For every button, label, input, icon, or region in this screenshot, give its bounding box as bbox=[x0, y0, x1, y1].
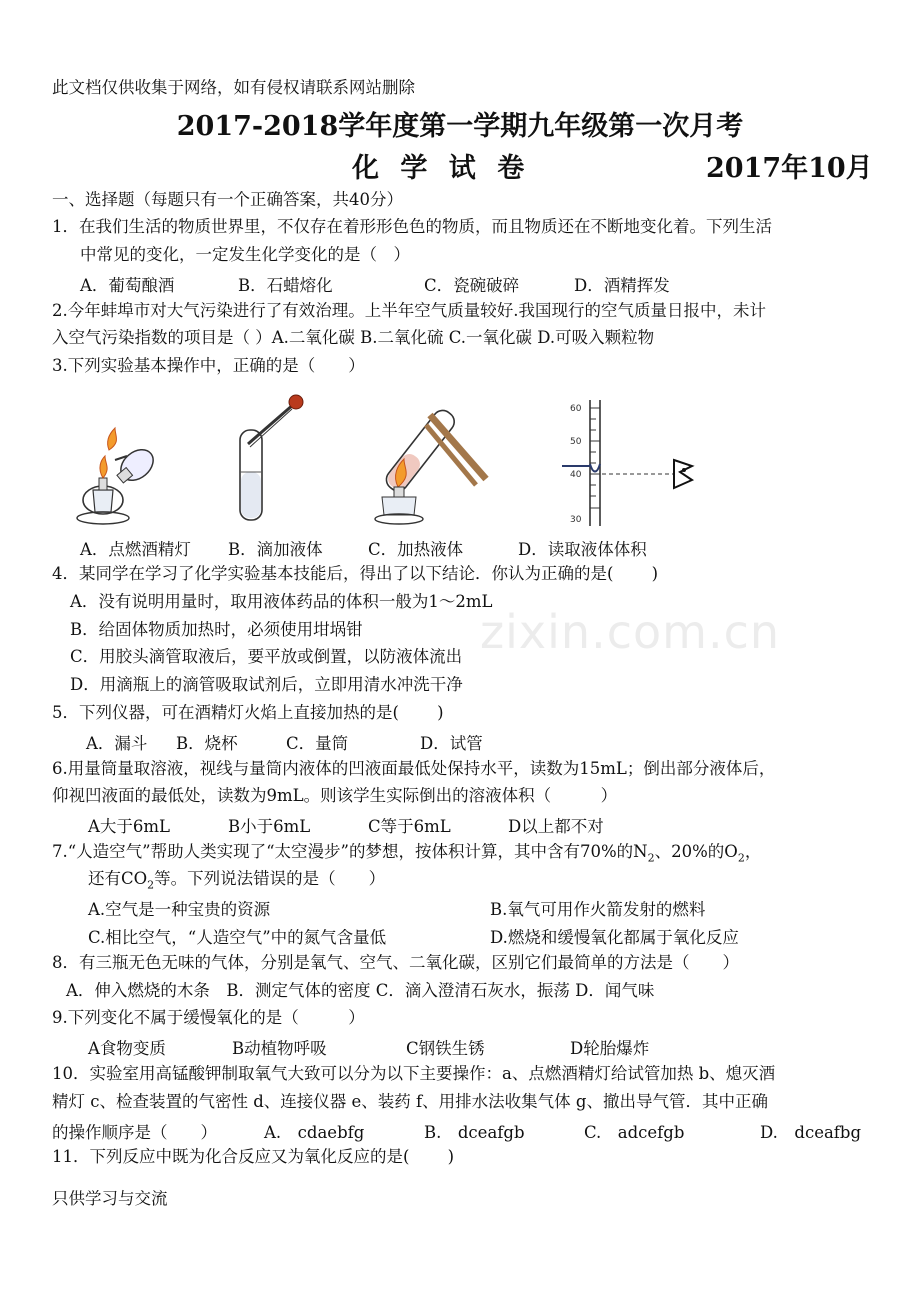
q7-line2: 还有$CO_2$等。下列说法错误的是（ ） bbox=[88, 869, 386, 892]
figure-a-lighting-lamp bbox=[75, 420, 170, 530]
tick-label-40: 40 bbox=[570, 470, 582, 480]
q10-line1: 10．实验室用高锰酸钾制取氧气大致可以分为以下主要操作：a、点燃酒精灯给试管加热 b、熄灭酒 bbox=[52, 1064, 776, 1083]
q6-line1: 6.用量筒量取溶液，视线与量筒内液体的凹液面最低处保持水平，读数为15mL；倒出部分液体后， bbox=[52, 759, 776, 778]
q7-option-c: C.相比空气，“人造空气”中的氮气含量低 bbox=[88, 928, 387, 947]
header-note: 此文档仅供收集于网络，如有侵权请联系网站删除 bbox=[52, 78, 415, 97]
q11-line1: 11．下列反应中既为化合反应又为氧化反应的是( ) bbox=[52, 1147, 455, 1166]
q4-line1: 4．某同学在学习了化学实验基本技能后，得出了以下结论．你认为正确的是( ) bbox=[52, 564, 659, 583]
q10-option-d: D. dceafbg bbox=[760, 1123, 862, 1142]
q5-option-a: A．漏斗 bbox=[86, 734, 148, 753]
page-title: 2017-2018学年度第一学期九年级第一次月考 bbox=[176, 111, 744, 142]
q8-line2: A．伸入燃烧的木条 B．测定气体的密度 C．滴入澄清石灰水，振荡 D．闻气味 bbox=[66, 981, 655, 1000]
q3-option-b: B．滴加液体 bbox=[228, 540, 323, 559]
q9-option-c: C钢铁生锈 bbox=[406, 1039, 485, 1058]
q7-line1: 7.“人造空气”帮助人类实现了“太空漫步”的梦想，按体积计算，其中含有70%的$N_2$、20%的$O_2$， bbox=[52, 842, 762, 865]
q3-option-a: A．点燃酒精灯 bbox=[80, 540, 191, 559]
q10-line3: 的操作顺序是（ ） bbox=[52, 1123, 217, 1142]
q10-option-c: C. adcefgb bbox=[584, 1123, 685, 1142]
q4-option-c: C．用胶头滴管取液后，要平放或倒置，以防液体流出 bbox=[70, 647, 463, 666]
q6-option-c: C等于6mL bbox=[368, 817, 451, 836]
tick-label-30: 30 bbox=[570, 515, 582, 525]
figure-d-graduated-cylinder bbox=[562, 396, 702, 528]
q9-option-b: B动植物呼吸 bbox=[232, 1039, 327, 1058]
q8-line1: 8．有三瓶无色无味的气体，分别是氧气、空气、二氧化碳，区别它们最简单的方法是（ ） bbox=[52, 953, 739, 972]
q2-line2: 入空气污染指数的项目是（ ）A.二氧化碳 B.二氧化硫 C.一氧化碳 D.可吸入颗粒物 bbox=[52, 328, 655, 347]
figure-b-dropper bbox=[228, 392, 308, 532]
q6-option-d: D以上都不对 bbox=[508, 817, 604, 836]
q6-option-a: A大于6mL bbox=[88, 817, 171, 836]
q10-option-a: A. cdaebfg bbox=[264, 1123, 365, 1142]
figure-c-heating-liquid bbox=[368, 397, 498, 527]
q6-line2: 仰视凹液面的最低处，读数为9mL。则该学生实际倒出的溶液体积（ ） bbox=[52, 786, 618, 805]
q3-option-d: D．读取液体体积 bbox=[518, 540, 647, 559]
subtitle: 化 学 试 卷 bbox=[352, 153, 531, 184]
q1-option-d: D．酒精挥发 bbox=[574, 276, 670, 295]
q1-option-c: C．瓷碗破碎 bbox=[424, 276, 520, 295]
q4-option-b: B．给固体物质加热时，必须使用坩埚钳 bbox=[70, 620, 363, 639]
q2-line1: 2.今年蚌埠市对大气污染进行了有效治理。上半年空气质量较好.我国现行的空气质量日报中，未计 bbox=[52, 301, 766, 320]
q7-option-b: B.氧气可用作火箭发射的燃料 bbox=[490, 900, 706, 919]
q6-option-b: B小于6mL bbox=[228, 817, 311, 836]
q4-option-d: D．用滴瓶上的滴管吸取试剂后，立即用清水冲洗干净 bbox=[70, 675, 463, 694]
tick-label-50: 50 bbox=[570, 437, 582, 447]
q10-option-b: B. dceafgb bbox=[424, 1123, 525, 1142]
tick-label-60: 60 bbox=[570, 404, 582, 414]
q9-option-d: D轮胎爆炸 bbox=[570, 1039, 650, 1058]
q5-option-b: B．烧杯 bbox=[176, 734, 238, 753]
q5-option-d: D．试管 bbox=[420, 734, 483, 753]
q1-line1: 1．在我们生活的物质世界里，不仅存在着形形色色的物质，而且物质还在不断地变化着。下列生活 bbox=[52, 217, 772, 236]
q7-option-a: A.空气是一种宝贵的资源 bbox=[88, 900, 271, 919]
q3-option-c: C．加热液体 bbox=[368, 540, 464, 559]
q5-option-c: C．量筒 bbox=[286, 734, 349, 753]
q4-option-a: A．没有说明用量时，取用液体药品的体积一般为1～2mL bbox=[70, 592, 493, 611]
footer-note: 只供学习与交流 bbox=[52, 1189, 168, 1208]
q1-line2: 中常见的变化，一定发生化学变化的是（ ） bbox=[80, 245, 410, 264]
section-heading: 一、选择题（每题只有一个正确答案，共40分） bbox=[52, 190, 403, 209]
q7-option-d: D.燃烧和缓慢氧化都属于氧化反应 bbox=[490, 928, 739, 947]
q9-option-a: A食物变质 bbox=[88, 1039, 166, 1058]
q10-line2: 精灯 c、检查装置的气密性 d、连接仪器 e、装药 f、用排水法收集气体 g、撤出导气管．其中正确 bbox=[52, 1092, 768, 1111]
q1-option-a: A．葡萄酿酒 bbox=[80, 276, 175, 295]
q1-option-b: B．石蜡熔化 bbox=[238, 276, 333, 295]
q5-line1: 5．下列仪器，可在酒精灯火焰上直接加热的是( ) bbox=[52, 703, 444, 722]
q3-line1: 3.下列实验基本操作中，正确的是（ ） bbox=[52, 356, 365, 375]
watermark: zixin.com.cn bbox=[480, 605, 781, 659]
q9-line1: 9.下列变化不属于缓慢氧化的是（ ） bbox=[52, 1008, 365, 1027]
exam-date: 2017年10月 bbox=[706, 153, 873, 184]
